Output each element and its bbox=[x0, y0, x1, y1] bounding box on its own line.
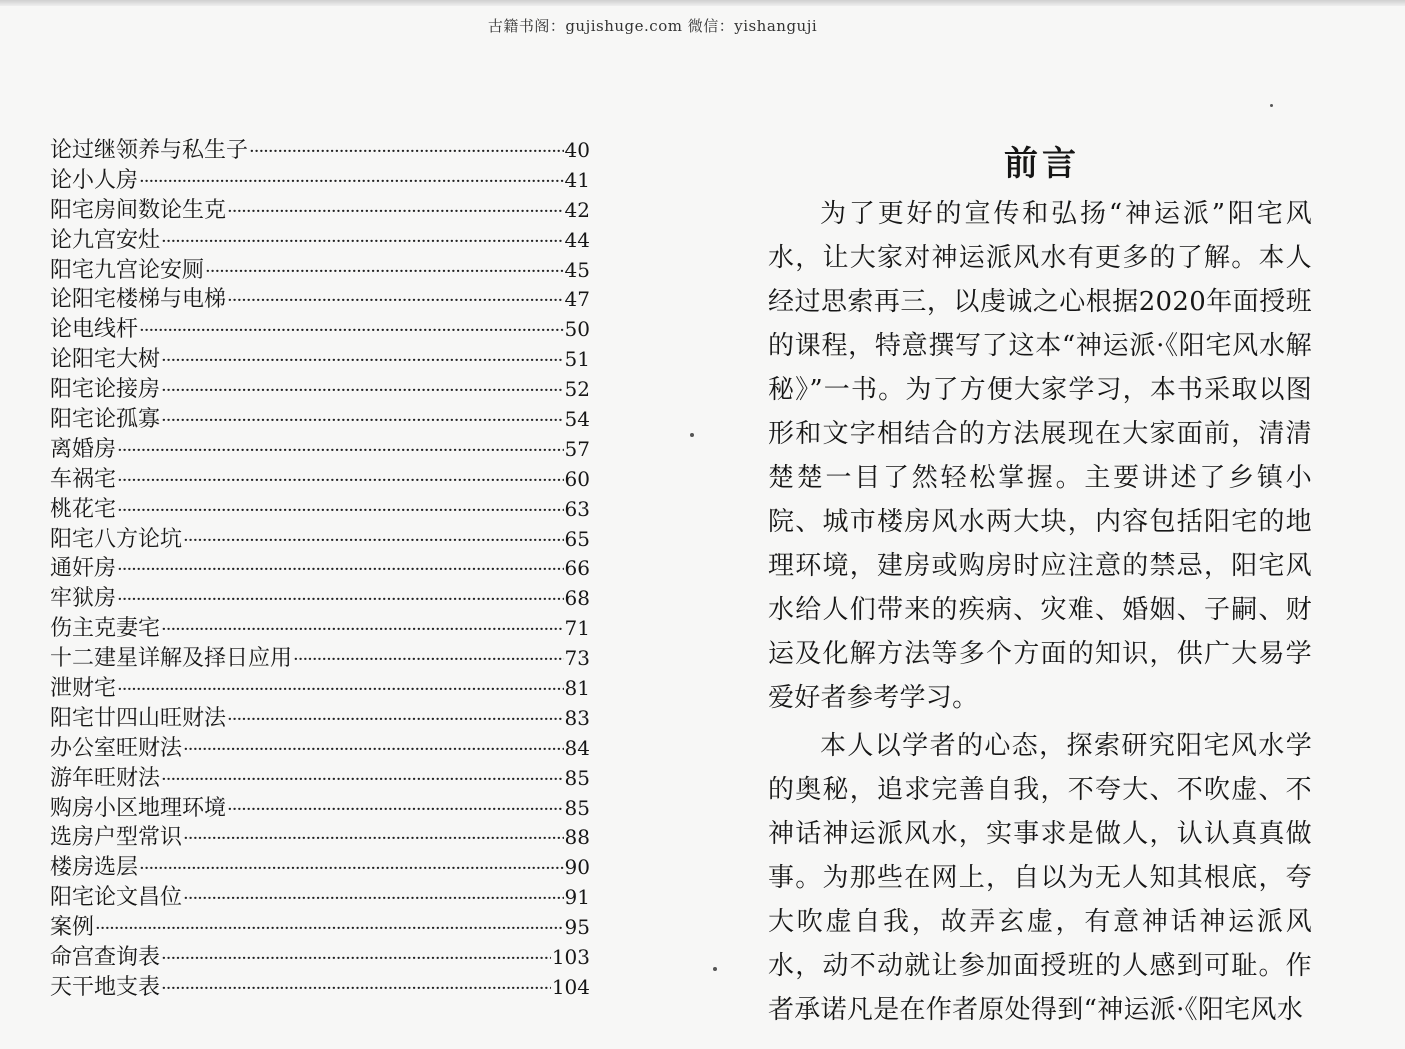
watermark: 古籍书阁：gujishuge.com 微信：yishanguji bbox=[487, 17, 818, 35]
toc-entry-title: 离婚房 bbox=[50, 436, 117, 462]
toc-entry bbox=[50, 853, 590, 883]
toc-entry-page: 104 bbox=[551, 974, 590, 999]
toc-entry-title: 车祸宅 bbox=[50, 466, 117, 492]
toc-entry bbox=[50, 734, 590, 764]
toc-entry bbox=[50, 883, 590, 913]
toc-entry bbox=[50, 256, 590, 286]
foreword-title: 前言 bbox=[1004, 144, 1080, 184]
toc-entry bbox=[50, 525, 590, 555]
toc-entry-title: 阳宅八方论坑 bbox=[50, 526, 183, 552]
toc-entry-title: 阳宅论接房 bbox=[50, 377, 161, 403]
right-page bbox=[702, 0, 1405, 1049]
table-of-contents bbox=[50, 136, 590, 1003]
toc-entry-page: 95 bbox=[564, 915, 590, 940]
toc-entry-title: 论阳宅楼梯与电梯 bbox=[50, 287, 227, 313]
toc-entry bbox=[50, 584, 590, 614]
toc-entry bbox=[50, 674, 590, 704]
toc-entry bbox=[50, 315, 590, 345]
toc-entry-title: 天干地支表 bbox=[50, 974, 161, 1000]
toc-entry-page: 45 bbox=[564, 257, 590, 282]
toc-entry-title: 桃花宅 bbox=[50, 496, 117, 522]
toc-dot-leader bbox=[249, 137, 564, 167]
toc-entry-title: 论小人房 bbox=[50, 167, 139, 193]
toc-entry-page: 73 bbox=[564, 646, 590, 671]
toc-dot-leader bbox=[117, 466, 564, 496]
toc-entry-title: 论阳宅大树 bbox=[50, 347, 161, 373]
toc-dot-leader bbox=[183, 824, 564, 854]
toc-entry-title: 通奸房 bbox=[50, 556, 117, 582]
scan-speck bbox=[690, 433, 694, 437]
toc-dot-leader bbox=[161, 944, 551, 974]
toc-entry-title: 论九宫安灶 bbox=[50, 227, 161, 253]
toc-entry-title: 购房小区地理环境 bbox=[50, 795, 227, 821]
toc-entry bbox=[50, 973, 590, 1003]
toc-entry-title: 论过继领养与私生子 bbox=[50, 138, 249, 163]
toc-entry-title: 十二建星详解及择日应用 bbox=[50, 646, 293, 672]
toc-dot-leader bbox=[139, 854, 564, 884]
toc-entry-page: 50 bbox=[564, 317, 590, 342]
toc-entry-page: 85 bbox=[564, 765, 590, 790]
foreword-paragraph: 为了更好的宣传和弘扬“神运派”阳宅风水，让大家对神运派风水有更多的了解。本人经过思索再三，以虔诚之心根据2020年面授班的课程，特意撰写了这本“神运派·《阳宅风水解秘》”一书。为了方便大家学习，本书采取以图形和文字相结合的方法展现在大家面前，清清楚楚一目了然轻松掌握。主要讲述了乡镇小院、城市楼房风水两大块，内容包括阳宅的地理环境，建房或购房时应注意的禁忌，阳宅风水给人们带来的疾病、灾难、婚姻、子嗣、财运及化解方法等多个方面的知识，供广大易学爱好者参考学习。 bbox=[768, 199, 1312, 713]
toc-dot-leader bbox=[161, 974, 551, 1004]
toc-dot-leader bbox=[139, 167, 564, 197]
toc-entry-title: 游年旺财法 bbox=[50, 765, 161, 791]
toc-dot-leader bbox=[117, 436, 564, 466]
toc-dot-leader bbox=[227, 705, 564, 735]
toc-entry-page: 91 bbox=[564, 885, 590, 910]
toc-entry bbox=[50, 405, 590, 435]
toc-entry-page: 66 bbox=[564, 556, 590, 581]
toc-entry bbox=[50, 644, 590, 674]
toc-entry bbox=[50, 554, 590, 584]
toc-entry-page: 42 bbox=[564, 197, 590, 222]
toc-entry bbox=[50, 614, 590, 644]
toc-entry-title: 办公室旺财法 bbox=[50, 735, 183, 761]
toc-dot-leader bbox=[161, 765, 564, 795]
toc-entry-title: 阳宅论孤寡 bbox=[50, 407, 161, 433]
toc-entry bbox=[50, 285, 590, 315]
toc-dot-leader bbox=[161, 615, 564, 645]
toc-entry-page: 84 bbox=[564, 735, 590, 760]
toc-entry-title: 选房户型常识 bbox=[50, 825, 183, 851]
toc-dot-leader bbox=[117, 555, 564, 585]
toc-entry-page: 57 bbox=[564, 436, 590, 461]
toc-entry-page: 90 bbox=[564, 855, 590, 880]
toc-dot-leader bbox=[293, 645, 564, 675]
toc-dot-leader bbox=[139, 316, 564, 346]
toc-entry bbox=[50, 764, 590, 794]
left-page bbox=[0, 0, 702, 1049]
toc-entry-title: 伤主克妻宅 bbox=[50, 616, 161, 642]
toc-entry-page: 54 bbox=[564, 407, 590, 432]
toc-entry bbox=[50, 913, 590, 943]
toc-entry-page: 68 bbox=[564, 586, 590, 611]
toc-entry bbox=[50, 136, 590, 166]
toc-entry bbox=[50, 823, 590, 853]
toc-dot-leader bbox=[117, 675, 564, 705]
toc-entry-title: 楼房选层 bbox=[50, 855, 139, 881]
toc-dot-leader bbox=[95, 914, 564, 944]
toc-entry-page: 41 bbox=[564, 167, 590, 192]
toc-dot-leader bbox=[183, 884, 564, 914]
toc-entry-page: 85 bbox=[564, 795, 590, 820]
toc-dot-leader bbox=[161, 227, 564, 257]
toc-entry bbox=[50, 226, 590, 256]
toc-entry-page: 103 bbox=[551, 945, 590, 970]
toc-entry bbox=[50, 166, 590, 196]
toc-entry-page: 51 bbox=[564, 347, 590, 372]
toc-entry-page: 40 bbox=[564, 138, 590, 162]
toc-entry-title: 命宫查询表 bbox=[50, 945, 161, 971]
toc-entry-page: 63 bbox=[564, 496, 590, 521]
toc-entry-title: 阳宅九宫论安厕 bbox=[50, 257, 205, 283]
scan-speck bbox=[713, 967, 717, 971]
toc-entry-page: 88 bbox=[564, 825, 590, 850]
toc-entry bbox=[50, 196, 590, 226]
toc-entry-page: 44 bbox=[564, 227, 590, 252]
toc-entry bbox=[50, 495, 590, 525]
scan-speck bbox=[1270, 104, 1273, 107]
toc-dot-leader bbox=[161, 376, 564, 406]
toc-entry-title: 阳宅廿四山旺财法 bbox=[50, 705, 227, 731]
toc-entry bbox=[50, 435, 590, 465]
toc-dot-leader bbox=[205, 257, 564, 287]
toc-entry-title: 案例 bbox=[50, 915, 95, 941]
toc-entry-page: 60 bbox=[564, 466, 590, 491]
toc-dot-leader bbox=[227, 197, 564, 227]
toc-dot-leader bbox=[227, 795, 564, 825]
toc-entry-title: 牢狱房 bbox=[50, 586, 117, 612]
toc-entry-page: 83 bbox=[564, 705, 590, 730]
toc-entry-page: 65 bbox=[564, 526, 590, 551]
toc-dot-leader bbox=[117, 496, 564, 526]
toc-entry-page: 47 bbox=[564, 287, 590, 312]
toc-entry-title: 泄财宅 bbox=[50, 676, 117, 702]
foreword-body bbox=[768, 192, 1312, 1036]
toc-entry bbox=[50, 704, 590, 734]
toc-dot-leader bbox=[117, 585, 564, 615]
toc-dot-leader bbox=[227, 286, 564, 316]
toc-entry bbox=[50, 375, 590, 405]
toc-dot-leader bbox=[161, 406, 564, 436]
toc-entry-title: 阳宅房间数论生克 bbox=[50, 197, 227, 223]
toc-entry-title: 论电线杆 bbox=[50, 317, 139, 343]
toc-dot-leader bbox=[183, 526, 564, 556]
toc-entry bbox=[50, 943, 590, 973]
toc-entry bbox=[50, 794, 590, 824]
foreword-paragraph: 本人以学者的心态，探索研究阳宅风水学的奥秘，追求完善自我，不夸大、不吹虚、不神话神运派风水，实事求是做人，认认真真做事。为那些在网上，自以为无人知其根底，夸大吹虚自我，故弄玄虚，有意神话神运派风水，动不动就让参加面授班的人感到可耻。作者承诺凡是在作者原处得到“神运派·《阳宅风水 bbox=[768, 731, 1312, 1025]
toc-entry-page: 52 bbox=[564, 377, 590, 402]
toc-entry-title: 阳宅论文昌位 bbox=[50, 885, 183, 911]
toc-entry bbox=[50, 345, 590, 375]
toc-dot-leader bbox=[183, 735, 564, 765]
toc-entry-page: 81 bbox=[564, 676, 590, 701]
toc-dot-leader bbox=[161, 346, 564, 376]
toc-entry-page: 71 bbox=[564, 616, 590, 641]
toc-entry bbox=[50, 465, 590, 495]
